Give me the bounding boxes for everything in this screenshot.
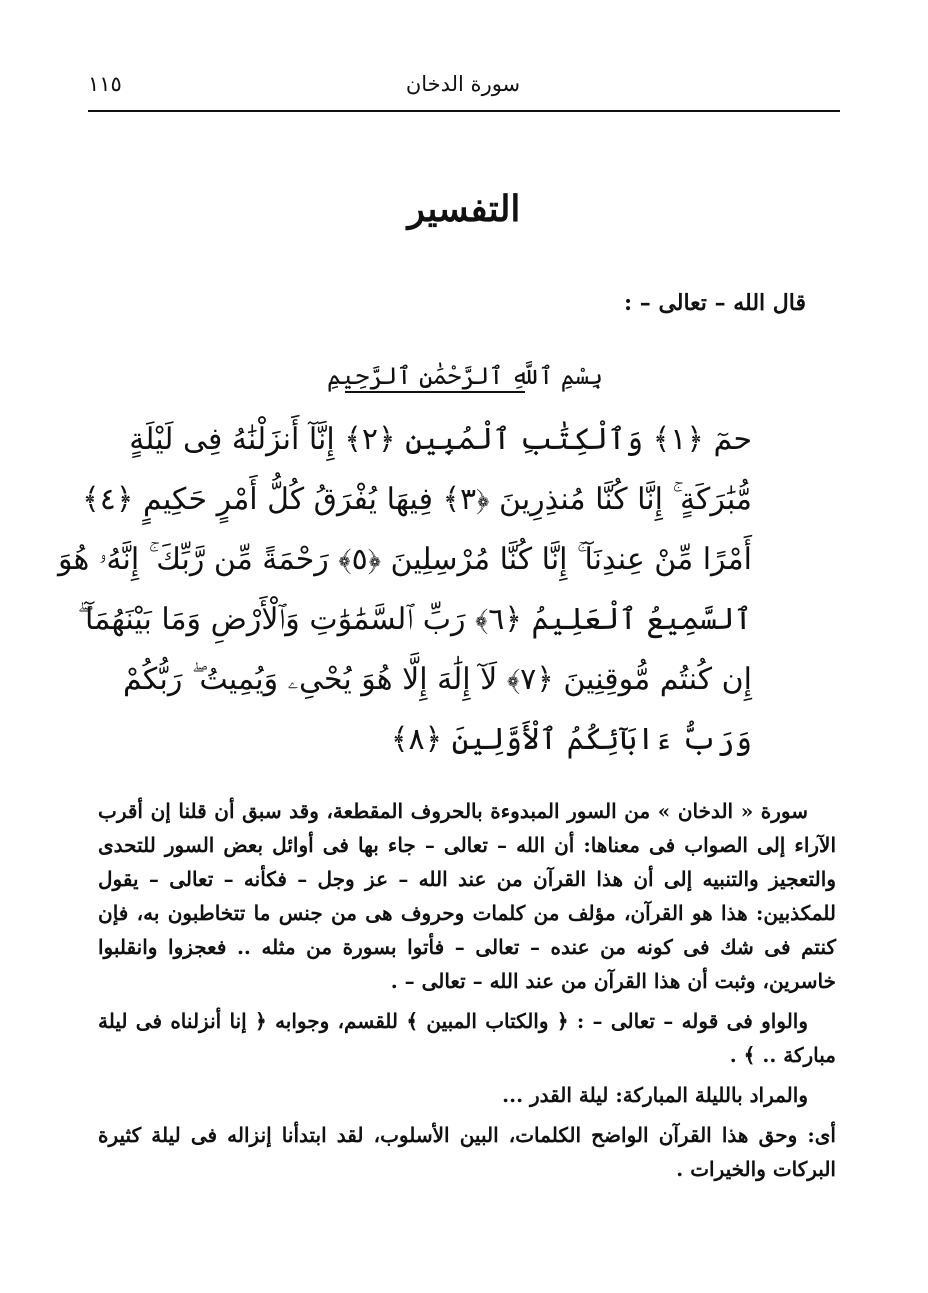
page-number: ١١٥ (88, 72, 122, 96)
page-header (88, 68, 838, 112)
verse-line: ٱلسَّمِيعُ ٱلْعَلِيمُ ﴿٦﴾ رَبِّ ٱلسَّمَٰوَٰتِ وَٱلْأَرْضِ وَمَا بَيْنَهُمَآ ۖ (77, 602, 752, 637)
commentary-paragraph: والواو فى قوله – تعالى – : ﴿ والكتاب المبين ﴾ للقسم، وجوابه ﴿ إنا أنزلناه فى ليلة مباركة .. ﴾ . (98, 1009, 836, 1067)
commentary-paragraph: سورة « الدخان » من السور المبدوءة بالحروف المقطعة، وقد سبق أن قلنا إن أقرب الآراء إلى الصواب فى معناها: أن الله – تعالى – جاء بها فى أوائل بعض السور للتحدى والتعجيز والتنبيه إلى أن هذا القرآن من عند الله – عز وجل – فكأنه – تعالى – يقول للمكذبين: هذا هو القرآن، مؤلف من كلمات وحروف هى من جنس ما تتخاطبون به، فإن كنتم فى شك فى كونه من عنده – تعالى – فأتوا بسورة من مثله .. فعجزوا وانقلبوا خاسرين، وثبت أن هذا القرآن من عند الله – تعالى – . (98, 799, 836, 993)
header-rule (88, 110, 840, 112)
quran-verses-block (58, 410, 752, 770)
basmala-stroke (345, 391, 525, 393)
verse-line: وَرَبُّ ءَابَآئِكُمُ ٱلْأَوَّلِينَ ﴿٨﴾ (390, 722, 752, 757)
verse-line: أَمْرًا مِّنْ عِندِنَآ ۚ إِنَّا كُنَّا مُرْسِلِينَ ﴿٥﴾ رَحْمَةً مِّن رَّبِّكَ ۚ إِنَّهُۥ هُوَ (58, 542, 752, 577)
commentary-text (98, 794, 836, 1188)
commentary-paragraph: والمراد بالليلة المباركة: ليلة القدر ... (502, 1083, 808, 1107)
basmala: بِسْمِ ٱللَّهِ ٱلرَّحْمَٰنِ ٱلرَّحِيمِ (326, 362, 603, 390)
running-title: سورة الدخان (405, 72, 521, 96)
commentary-paragraph: أى: وحق هذا القرآن الواضح الكلمات، البين الأسلوب، لقد ابتدأنا إنزاله فى ليلة كثيرة البركات والخيرات . (98, 1123, 836, 1181)
section-title: التفسير (407, 188, 521, 230)
verse-line: مُّبَٰرَكَةٍ ۚ إِنَّا كُنَّا مُنذِرِينَ ﴿٣﴾ فِيهَا يُفْرَقُ كُلُّ أَمْرٍ حَكِيمٍ ﴿٤﴾ (82, 482, 752, 517)
verse-line: حمٓ ﴿١﴾ وَٱلْكِتَٰبِ ٱلْمُبِينِ ﴿٢﴾ إِنَّآ أَنزَلْنَٰهُ فِى لَيْلَةٍ (129, 422, 752, 457)
verse-line: إِن كُنتُم مُّوقِنِينَ ﴿٧﴾ لَآ إِلَٰهَ إِلَّا هُوَ يُحْىِۦ وَيُمِيتُ ۖ رَبُّكُمْ (122, 662, 752, 697)
intro-line: قال الله – تعالى – : (624, 290, 806, 316)
